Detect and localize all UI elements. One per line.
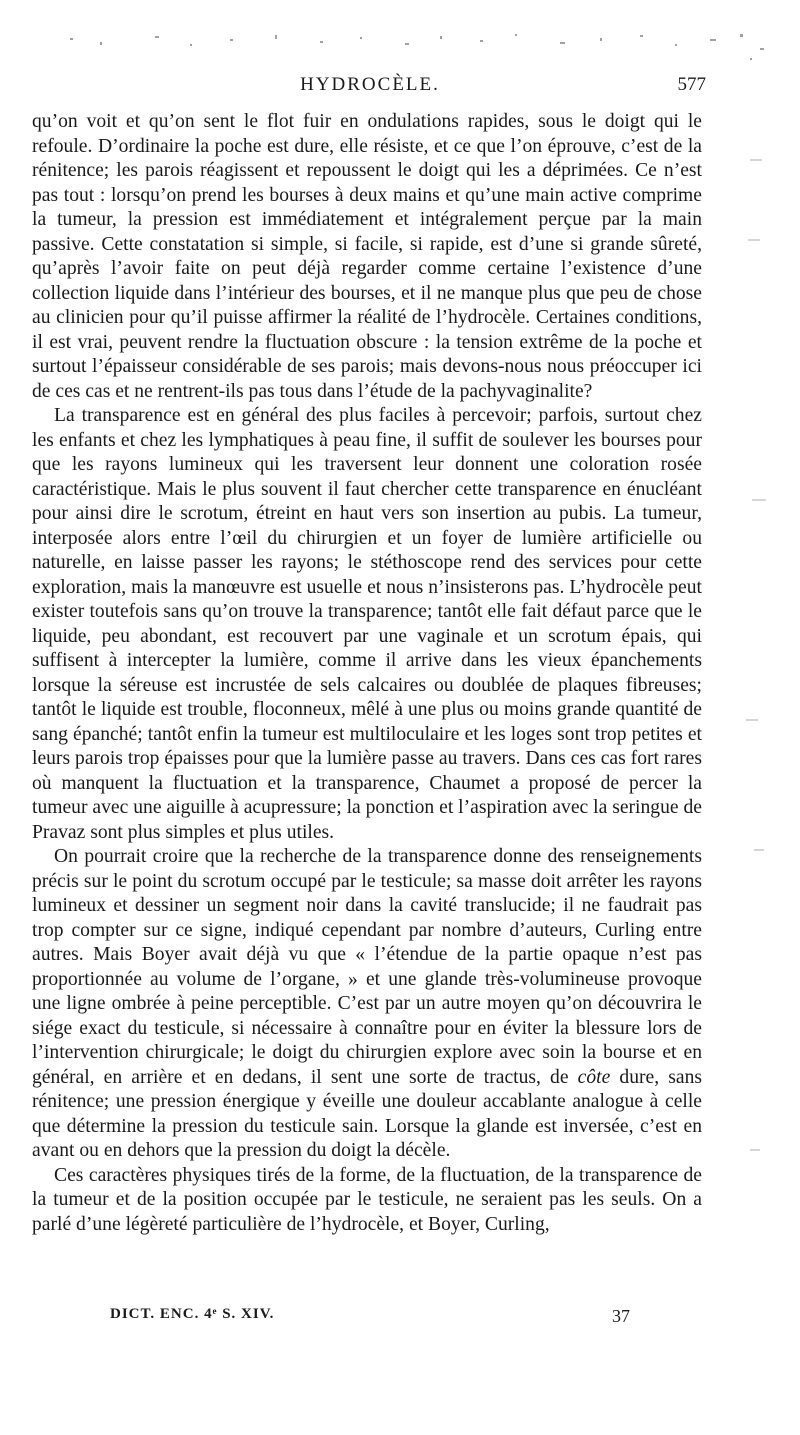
- printer-signature: DICT. ENC. 4ᵉ S. XIV.: [110, 1306, 275, 1322]
- scan-noise: [60, 30, 780, 70]
- paragraph-text: dure, sans rénitence; une pression énergique y éveille une douleur accablante analogue à celle que détermine la pression du testicule sain. Lorsque la glande est inversée, c’est en avant ou en dehors que la pression du doigt la décèle.: [32, 1066, 702, 1161]
- paragraph: [32, 845, 702, 1164]
- page-footer: [110, 1306, 630, 1330]
- paragraph-text: On pourrait croire que la recherche de la transparence donne des renseignements précis sur le point du scrotum occupé par le testicule; sa masse doit arrêter les rayons lumineux et dessiner un segment noir dans la cavité translucide; il ne faudrait pas trop compter sur ce signe, indiqué cependant par nombre d’auteurs, Curling entre autres. Mais Boyer avait déjà vu que « l’étendue de la partie opaque n’est pas proportionnée au volume de l’organe, » et une glande très-volumineuse provoque une ligne ombrée à peine perceptible. C’est par un autre moyen qu’on découvrira le siége exact du testicule, si nécessaire à connaître pour en éviter la blessure lors de l’intervention chirurgicale; le doigt du chirurgien explore avec soin la bourse et en général, en arrière et en dedans, il sent une sorte de tractus, de: [32, 846, 702, 1088]
- page-title: HYDROCÈLE.: [300, 74, 440, 95]
- paragraph-text: La transparence est en général des plus faciles à percevoir; parfois, surtout chez les enfants et chez les lymphatiques à peau fine, il suffit de soulever les bourses pour que les rayons lumineux qui les traversent leur donnent une coloration rosée caractéristique. Mais le plus souvent il faut chercher cette transparence en énucléant pour ainsi dire le scrotum, étreint en haut vers son insertion au pubis. La tumeur, interposée alors entre l’œil du chirurgien et un foyer de lumière artificielle ou naturelle, en laisse passer les rayons; le stéthoscope rend des services pour cette exploration, mais la manœuvre est usuelle et nous n’insisterons pas. L’hydrocèle peut exister toutefois sans qu’on trouve la transparence; tantôt elle fait défaut parce que le liquide, peu abondant, est recouvert par une vaginale et un scrotum épais, qui suffisent à intercepter la lumière, comme il arrive dans les vieux épanchements lorsque la séreuse est incrustée de sels calcaires ou doublée de plaques fibreuses; tantôt le liquide est trouble, floconneux, mêlé à une plus ou moins grande quantité de sang épanché; tantôt enfin la tumeur est multiloculaire et les loges sont trop petites et leurs parois trop épaisses pour que la lumière passe au travers. Dans ces cas fort rares où manquent la fluctuation et la transparence, Chaumet a proposé de percer la tumeur avec une aiguille à acupressure; la ponction et l’aspiration avec la seringue de Pravaz sont plus simples et plus utiles.: [32, 405, 702, 843]
- paragraph: [32, 110, 702, 404]
- emphasized-term: côte: [577, 1066, 611, 1088]
- body-text: [32, 110, 702, 1237]
- paragraph: [32, 1164, 702, 1238]
- paragraph-text: qu’on voit et qu’on sent le flot fuir en ondulations rapides, sous le doigt qui le refoule. D’ordinaire la poche est dure, elle résiste, et ce que l’on éprouve, c’est de la rénitence; les parois réagissent et repoussent le doigt qui les a déprimées. Ce n’est pas tout : lorsqu’on prend les bourses à deux mains et qu’une main active comprime la tumeur, la pression est immédiatement et intégralement perçue par la main passive. Cette constatation si simple, si facile, si rapide, est d’une si grande sûreté, qu’après l’avoir faite on peut déjà regarder comme certaine l’existence d’une collection liquide dans l’intérieur des bourses, et il ne manque plus que peu de chose au clinicien pour qu’il puisse affirmer la réalité de l’hydrocèle. Certaines conditions, il est vrai, peuvent rendre la fluctuation obscure : la tension extrême de la poche et surtout l’épaisseur considérable de ses parois; mais devons-nous nous préoccuper ici de ces cas et ne rentrent-ils pas tous dans l’étude de la pachyvaginalite?: [32, 111, 702, 402]
- page-number: 577: [677, 74, 706, 95]
- paragraph: [32, 404, 702, 845]
- paragraph-text: Ces caractères physiques tirés de la forme, de la fluctuation, de la transparence de la tumeur et de la position occupée par le testicule, ne seraient pas les seuls. On a parlé d’une légèreté particulière de l’hydrocèle, et Boyer, Curling,: [32, 1164, 702, 1235]
- margin-scan-marks: [740, 60, 800, 1360]
- running-head: [32, 74, 708, 102]
- sheet-number: 37: [612, 1306, 630, 1326]
